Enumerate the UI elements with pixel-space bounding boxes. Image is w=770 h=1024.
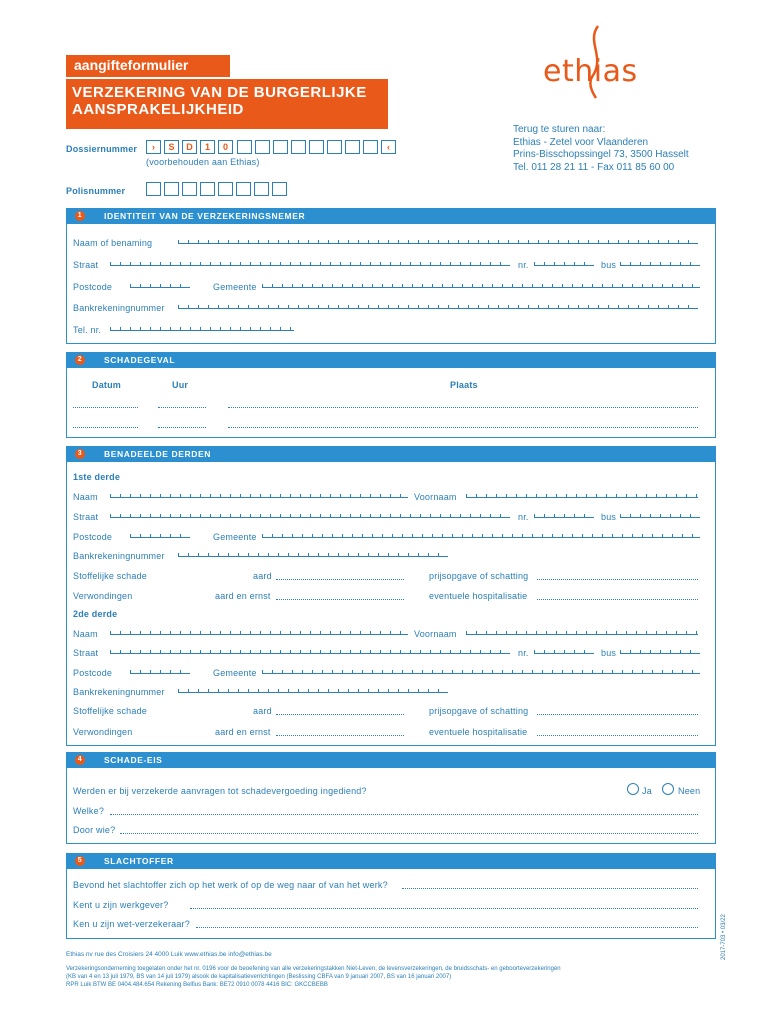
- gemeente-label: Gemeente: [213, 668, 257, 678]
- straat-label: Straat: [73, 648, 99, 658]
- bus-label: bus: [601, 648, 617, 658]
- bus-field[interactable]: [620, 262, 700, 266]
- name-field[interactable]: [178, 240, 698, 244]
- postcode-label: Postcode: [73, 282, 113, 292]
- prijs-field[interactable]: [537, 714, 698, 715]
- straat-field[interactable]: [110, 650, 510, 654]
- footer-company: Ethias nv rue des Croisiers 24 4000 Luik www.ethias.be info@ethias.be: [66, 951, 272, 958]
- street-label: Straat: [73, 260, 99, 270]
- first-party-label: 1ste derde: [73, 472, 121, 482]
- plaats-field[interactable]: [228, 407, 698, 408]
- employer-question: Kent u zijn werkgever?: [73, 900, 169, 910]
- dossier-char: ‹: [381, 140, 396, 154]
- nr-label: nr.: [518, 260, 529, 270]
- uur-field[interactable]: [158, 407, 206, 408]
- stoffelijk-label: Stoffelijke schade: [73, 571, 147, 581]
- dossier-digit-box[interactable]: [309, 140, 324, 154]
- verwondingen-label: Verwondingen: [73, 727, 133, 737]
- straat-label: Straat: [73, 512, 99, 522]
- section-4-header: [66, 752, 716, 768]
- polis-digit-box[interactable]: [164, 182, 179, 196]
- section-number: 4: [75, 755, 85, 765]
- dossier-char: D: [182, 140, 197, 154]
- naam-label: Naam: [73, 492, 98, 502]
- section-number: 3: [75, 449, 85, 459]
- bank-field[interactable]: [178, 553, 448, 557]
- bank-label: Bankrekeningnummer: [73, 303, 165, 313]
- hospitalisatie-label: eventuele hospitalisatie: [429, 727, 528, 737]
- gemeente-label: Gemeente: [213, 282, 257, 292]
- datum-field[interactable]: [73, 407, 138, 408]
- street-field[interactable]: [110, 262, 510, 266]
- nr-field[interactable]: [534, 514, 594, 518]
- ja-radio[interactable]: [627, 783, 639, 795]
- section-title: IDENTITEIT VAN DE VERZEKERINGSNEMER: [104, 211, 306, 221]
- datum-field[interactable]: [73, 427, 138, 428]
- polis-digit-box[interactable]: [182, 182, 197, 196]
- neen-radio[interactable]: [662, 783, 674, 795]
- postcode-field[interactable]: [130, 534, 190, 538]
- section-number: 2: [75, 355, 85, 365]
- insurer-question: Ken u zijn wet-verzekeraar?: [73, 919, 190, 929]
- dossier-digit-box[interactable]: [327, 140, 342, 154]
- return-line: Terug te sturen naar:: [513, 124, 606, 135]
- hospitalisatie-field[interactable]: [537, 735, 698, 736]
- prijs-label: prijsopgave of schatting: [429, 571, 529, 581]
- section-5-header: [66, 853, 716, 869]
- dossier-char: ›: [146, 140, 161, 154]
- polis-digit-box[interactable]: [272, 182, 287, 196]
- insurer-field[interactable]: [196, 927, 698, 928]
- polis-label: Polisnummer: [66, 186, 126, 196]
- gemeente-field[interactable]: [262, 534, 700, 538]
- polis-digit-box[interactable]: [254, 182, 269, 196]
- tel-field[interactable]: [110, 327, 294, 331]
- uur-label: Uur: [172, 380, 189, 390]
- voornaam-label: Voornaam: [414, 629, 457, 639]
- bus-field[interactable]: [620, 514, 700, 518]
- section-2-header: [66, 352, 716, 368]
- gemeente-field[interactable]: [262, 284, 700, 288]
- footer-legal-2: (KB van 4 en 13 juli 1979, BS van 14 juli 1979) alsook de kapitalisatieverrichtingen (Beslissing CBFA van 9 januari 2007, BS van 16 januari 2007): [66, 974, 452, 980]
- form-title-line2: AANSPRAKELIJKHEID: [72, 101, 244, 118]
- dossier-digit-box[interactable]: [345, 140, 360, 154]
- section-number: 1: [75, 211, 85, 221]
- claim-question: Werden er bij verzekerde aanvragen tot schadevergoeding ingediend?: [73, 786, 367, 796]
- voornaam-field[interactable]: [466, 631, 698, 635]
- tel-label: Tel. nr.: [73, 325, 102, 335]
- gemeente-field[interactable]: [262, 670, 700, 674]
- plaats-field[interactable]: [228, 427, 698, 428]
- prijs-label: prijsopgave of schatting: [429, 706, 529, 716]
- form-title-line1: VERZEKERING VAN DE BURGERLIJKE: [72, 84, 367, 101]
- hospitalisatie-field[interactable]: [537, 599, 698, 600]
- victim-work-question: Bevond het slachtoffer zich op het werk of op de weg naar of van het werk?: [73, 880, 388, 890]
- polis-digit-box[interactable]: [146, 182, 161, 196]
- nr-label: nr.: [518, 512, 529, 522]
- aard-label: aard: [253, 706, 272, 716]
- hospitalisatie-label: eventuele hospitalisatie: [429, 591, 528, 601]
- naam-field[interactable]: [110, 494, 408, 498]
- aard-ernst-label: aard en ernst: [215, 591, 271, 601]
- welke-field[interactable]: [110, 814, 698, 815]
- bank-field[interactable]: [178, 689, 448, 693]
- prijs-field[interactable]: [537, 579, 698, 580]
- form-title: [66, 79, 388, 129]
- dossier-char: 1: [200, 140, 215, 154]
- stoffelijk-label: Stoffelijke schade: [73, 706, 147, 716]
- dossier-note: (voorbehouden aan Ethias): [146, 157, 260, 167]
- naam-field[interactable]: [110, 631, 408, 635]
- aard-ernst-field[interactable]: [276, 735, 404, 736]
- ethias-logo: ethias: [543, 54, 638, 89]
- door-wie-label: Door wie?: [73, 825, 116, 835]
- dossier-digit-box[interactable]: [363, 140, 378, 154]
- bus-label: bus: [601, 260, 617, 270]
- welke-label: Welke?: [73, 806, 105, 816]
- postcode-field[interactable]: [130, 670, 190, 674]
- return-line: Prins-Bisschopssingel 73, 3500 Hasselt: [513, 149, 689, 160]
- uur-field[interactable]: [158, 427, 206, 428]
- aard-field[interactable]: [276, 714, 404, 715]
- second-party-label: 2de derde: [73, 609, 118, 619]
- bus-field[interactable]: [620, 650, 700, 654]
- gemeente-label: Gemeente: [213, 532, 257, 542]
- postcode-field[interactable]: [130, 284, 190, 288]
- dossier-digit-box[interactable]: [237, 140, 252, 154]
- return-line: Ethias - Zetel voor Vlaanderen: [513, 136, 649, 148]
- neen-label: Neen: [678, 786, 701, 796]
- employer-field[interactable]: [190, 908, 698, 909]
- return-line: Tel. 011 28 21 11 - Fax 011 85 60 00: [513, 161, 675, 173]
- bank-field[interactable]: [178, 305, 698, 309]
- polis-digit-box[interactable]: [218, 182, 233, 196]
- dossier-digit-box[interactable]: [255, 140, 270, 154]
- aard-ernst-label: aard en ernst: [215, 727, 271, 737]
- polis-digit-box[interactable]: [200, 182, 215, 196]
- form-code: 2017-703 • 03/22: [721, 914, 727, 960]
- section-3-frame: [66, 462, 716, 746]
- bus-label: bus: [601, 512, 617, 522]
- aard-ernst-field[interactable]: [276, 599, 404, 600]
- section-title: SCHADE-EIS: [104, 755, 163, 765]
- form-type-tag: aangifteformulier: [66, 55, 230, 77]
- voornaam-field[interactable]: [466, 494, 698, 498]
- footer-bank: RPR Luik BTW BE 0404.484.654 Rekening Belfius Bank: BE72 0910 0078 4416 BIC: GKCCBEBB: [66, 982, 328, 988]
- victim-work-field[interactable]: [402, 888, 698, 889]
- nr-field[interactable]: [534, 650, 594, 654]
- postcode-label: Postcode: [73, 532, 113, 542]
- bank-label: Bankrekeningnummer: [73, 551, 165, 561]
- dossier-char: S: [164, 140, 179, 154]
- section-3-header: [66, 446, 716, 462]
- section-title: SLACHTOFFER: [104, 856, 174, 866]
- nr-field[interactable]: [534, 262, 594, 266]
- section-number: 5: [75, 856, 85, 866]
- plaats-label: Plaats: [450, 380, 478, 390]
- voornaam-label: Voornaam: [414, 492, 457, 502]
- door-wie-field[interactable]: [120, 833, 698, 834]
- naam-label: Naam: [73, 629, 98, 639]
- verwondingen-label: Verwondingen: [73, 591, 133, 601]
- dossier-digit-box[interactable]: [273, 140, 288, 154]
- ja-label: Ja: [642, 786, 652, 796]
- bank-label: Bankrekeningnummer: [73, 687, 165, 697]
- dossier-digit-box[interactable]: [291, 140, 306, 154]
- straat-field[interactable]: [110, 514, 510, 518]
- section-title: BENADEELDE DERDEN: [104, 449, 212, 459]
- aard-field[interactable]: [276, 579, 404, 580]
- footer-legal-1: Verzekeringsonderneming toegelaten onder het nr. 0196 voor de beoefening van alle verzekeringstakken Niet-Leven, de levensverzekeringen, de bruidsschats- en geboorteverzekeringen: [66, 966, 561, 972]
- dossier-label: Dossiernummer: [66, 144, 138, 154]
- aard-label: aard: [253, 571, 272, 581]
- return-address: [513, 124, 689, 174]
- postcode-label: Postcode: [73, 668, 113, 678]
- section-title: SCHADEGEVAL: [104, 355, 176, 365]
- dossier-char: 0: [218, 140, 233, 154]
- name-label: Naam of benaming: [73, 238, 153, 248]
- nr-label: nr.: [518, 648, 529, 658]
- section-1-header: [66, 208, 716, 224]
- polis-digit-box[interactable]: [236, 182, 251, 196]
- datum-label: Datum: [92, 380, 122, 390]
